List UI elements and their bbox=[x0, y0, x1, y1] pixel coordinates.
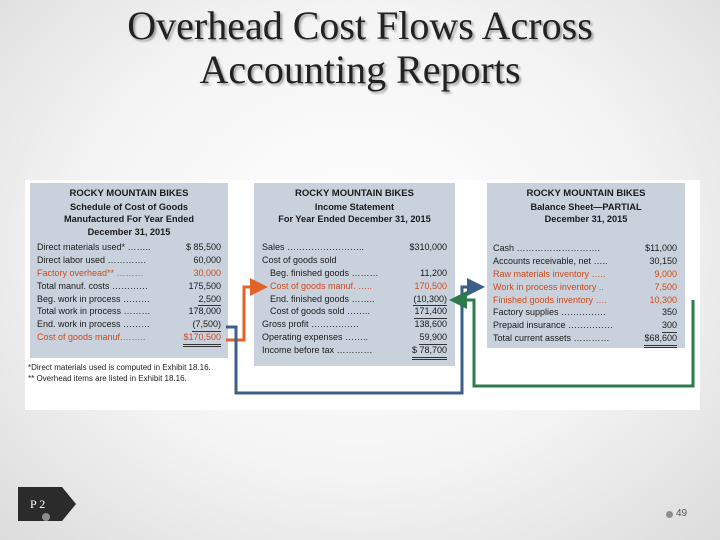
schedule-subtitle-3: December 31, 2015 bbox=[87, 226, 171, 237]
row-label: Cost of goods sold bbox=[262, 254, 337, 265]
row-value: 175,500 bbox=[188, 280, 221, 291]
balance-header bbox=[487, 188, 685, 226]
row-label: Direct materials used* …….. bbox=[37, 242, 151, 252]
row-value: 171,400 bbox=[414, 305, 447, 319]
row-label: Beg. work in process ……… bbox=[37, 293, 151, 304]
row-value: (7,500) bbox=[192, 318, 221, 332]
balance-row-prepaid-insurance bbox=[493, 319, 677, 332]
income-statement-panel bbox=[254, 183, 455, 366]
row-value: 350 bbox=[661, 307, 677, 318]
income-subtitle-2: For Year Ended December 31, 2015 bbox=[278, 214, 431, 224]
schedule-rows bbox=[37, 241, 221, 344]
row-label: Accounts receivable, net ….. bbox=[493, 255, 608, 266]
footnote-1: *Direct materials used is computed in Exhibit 18.16. bbox=[28, 363, 211, 372]
income-row-end-fg bbox=[262, 293, 447, 306]
row-value: 7,500 bbox=[654, 281, 677, 292]
schedule-row-end-wip bbox=[37, 318, 221, 331]
balance-subtitle-2: December 31, 2015 bbox=[544, 214, 628, 224]
balance-rows bbox=[493, 242, 677, 345]
footnote-2: ** Overhead items are listed in Exhibit 18.16. bbox=[28, 374, 187, 383]
row-label: Total work in process ……… bbox=[37, 306, 151, 317]
schedule-subtitle-2: Manufactured For Year Ended bbox=[63, 214, 194, 224]
row-label: Income before tax ………… bbox=[262, 345, 373, 356]
row-label: Total current assets ………… bbox=[493, 333, 610, 344]
slide-title bbox=[40, 4, 680, 92]
schedule-header bbox=[30, 188, 228, 238]
row-value: 170,500 bbox=[414, 280, 447, 291]
row-label: Raw materials inventory ….. bbox=[493, 268, 606, 279]
row-label: Direct labor used …………. bbox=[37, 254, 147, 265]
row-label: Cash ………………………. bbox=[493, 243, 601, 253]
balance-row-total-current-assets bbox=[493, 332, 677, 345]
row-label: End. work in process ……… bbox=[37, 319, 151, 330]
row-label: Beg. finished goods ……… bbox=[270, 267, 379, 278]
schedule-row-factory-overhead bbox=[37, 267, 221, 280]
learning-objective-badge: P 2 bbox=[30, 497, 46, 511]
row-value: 300 bbox=[662, 319, 677, 333]
page-number bbox=[666, 508, 687, 519]
income-rows bbox=[262, 241, 447, 357]
row-value: $ 78,700 bbox=[412, 344, 447, 360]
row-value: 138,600 bbox=[414, 319, 447, 330]
balance-sheet-panel bbox=[487, 183, 685, 348]
row-label: Operating expenses …….. bbox=[262, 332, 369, 343]
schedule-row-direct-materials bbox=[37, 241, 221, 254]
row-value: 59,900 bbox=[419, 331, 447, 345]
slide-title-line1: Overhead Cost Flows Across bbox=[127, 3, 593, 48]
slide-title-line2: Accounting Reports bbox=[199, 47, 521, 92]
schedule-row-total-manuf-costs bbox=[37, 280, 221, 293]
schedule-row-cogm bbox=[37, 331, 221, 344]
schedule-row-total-wip bbox=[37, 305, 221, 318]
row-value: 178,000 bbox=[188, 306, 221, 317]
income-row-cogs-heading bbox=[262, 254, 447, 267]
row-label: Total manuf. costs ………… bbox=[37, 280, 149, 291]
balance-row-factory-supplies bbox=[493, 306, 677, 319]
row-value: 10,300 bbox=[649, 294, 677, 305]
income-company: ROCKY MOUNTAIN BIKES bbox=[295, 188, 414, 199]
row-label: End. finished goods …….. bbox=[270, 293, 375, 304]
schedule-footnotes bbox=[28, 362, 211, 384]
income-row-operating-expenses bbox=[262, 331, 447, 344]
page-number-text: 49 bbox=[676, 508, 688, 519]
income-row-cogm bbox=[262, 280, 447, 293]
row-label: Factory supplies …………… bbox=[493, 307, 607, 318]
schedule-row-direct-labor bbox=[37, 254, 221, 267]
income-header bbox=[254, 188, 455, 226]
row-label: Sales …………………….. bbox=[262, 242, 365, 252]
row-value: 11,200 bbox=[420, 267, 447, 278]
row-value: $11,000 bbox=[645, 243, 677, 253]
row-label: Cost of goods sold …….. bbox=[270, 306, 371, 317]
balance-row-raw-materials bbox=[493, 268, 677, 281]
row-label: Gross profit ……………. bbox=[262, 319, 359, 330]
income-row-beg-fg bbox=[262, 267, 447, 280]
row-value: (10,300) bbox=[413, 293, 447, 307]
schedule-company: ROCKY MOUNTAIN BIKES bbox=[69, 188, 189, 199]
income-subtitle-1: Income Statement bbox=[314, 201, 395, 212]
row-value: 60,000 bbox=[193, 254, 221, 265]
row-label: Prepaid insurance …………… bbox=[493, 320, 614, 331]
row-value: 30,150 bbox=[649, 255, 677, 266]
row-label: Factory overhead** ……… bbox=[37, 267, 144, 278]
schedule-subtitle-1: Schedule of Cost of Goods bbox=[70, 201, 188, 212]
row-label: Finished goods inventory …. bbox=[493, 294, 608, 305]
balance-row-cash bbox=[493, 242, 677, 255]
schedule-cogm-panel bbox=[30, 183, 228, 358]
income-row-income-before-tax bbox=[262, 344, 447, 357]
row-label: Cost of goods manuf. ….. bbox=[270, 280, 373, 291]
balance-row-wip bbox=[493, 281, 677, 294]
income-row-cogs bbox=[262, 305, 447, 318]
row-value: 2,500 bbox=[198, 293, 221, 307]
row-label: Work in process inventory .. bbox=[493, 281, 604, 292]
row-value: $ 85,500 bbox=[185, 242, 221, 252]
row-value: 9,000 bbox=[654, 268, 677, 279]
income-row-gross-profit bbox=[262, 318, 447, 331]
row-value: 30,000 bbox=[193, 267, 221, 278]
row-value: $310,000 bbox=[409, 242, 447, 252]
row-value: $68,600 bbox=[644, 332, 677, 348]
row-value: $170,500 bbox=[183, 331, 221, 347]
row-label: Cost of goods manuf.…….. bbox=[37, 332, 146, 343]
balance-company: ROCKY MOUNTAIN BIKES bbox=[526, 188, 646, 199]
balance-subtitle-1: Balance Sheet—PARTIAL bbox=[530, 201, 642, 212]
income-row-sales bbox=[262, 241, 447, 254]
badge-dot bbox=[42, 513, 50, 521]
balance-row-accounts-receivable bbox=[493, 255, 677, 268]
balance-row-finished-goods bbox=[493, 294, 677, 307]
schedule-row-beg-wip bbox=[37, 293, 221, 306]
